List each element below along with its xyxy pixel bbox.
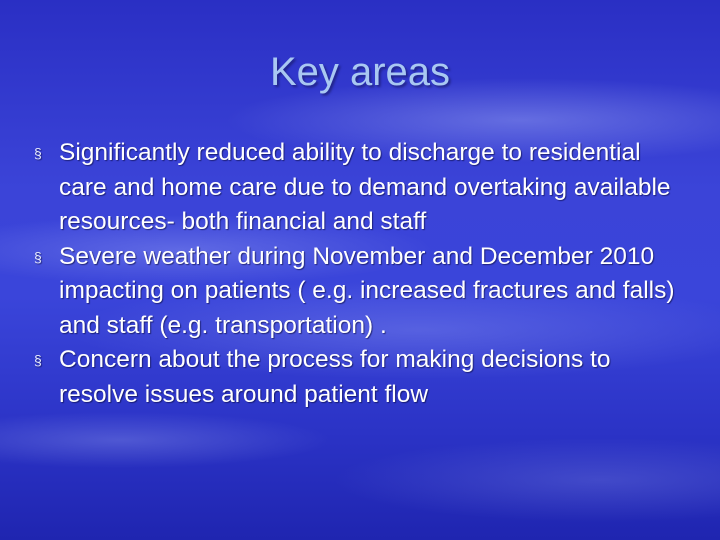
bullet-text: Severe weather during November and December 2010 impacting on patients ( e.g. increased fractures and falls) and staff (e.g. transportation) . <box>59 242 675 339</box>
bullet-item <box>34 343 694 412</box>
bullet-marker-icon: § <box>34 145 42 161</box>
bullet-text: Concern about the process for making decisions to resolve issues around patient flow <box>59 346 611 408</box>
bullet-item <box>34 136 694 240</box>
bullet-marker-icon: § <box>34 248 42 265</box>
bullet-text: Significantly reduced ability to discharge to residential care and home care due to demand overtaking available resources- both financial and staff <box>59 139 671 235</box>
bullet-item <box>34 240 694 344</box>
bullet-marker-icon: § <box>34 352 42 368</box>
bullet-list <box>34 136 694 412</box>
slide-title: Key areas <box>269 50 451 94</box>
